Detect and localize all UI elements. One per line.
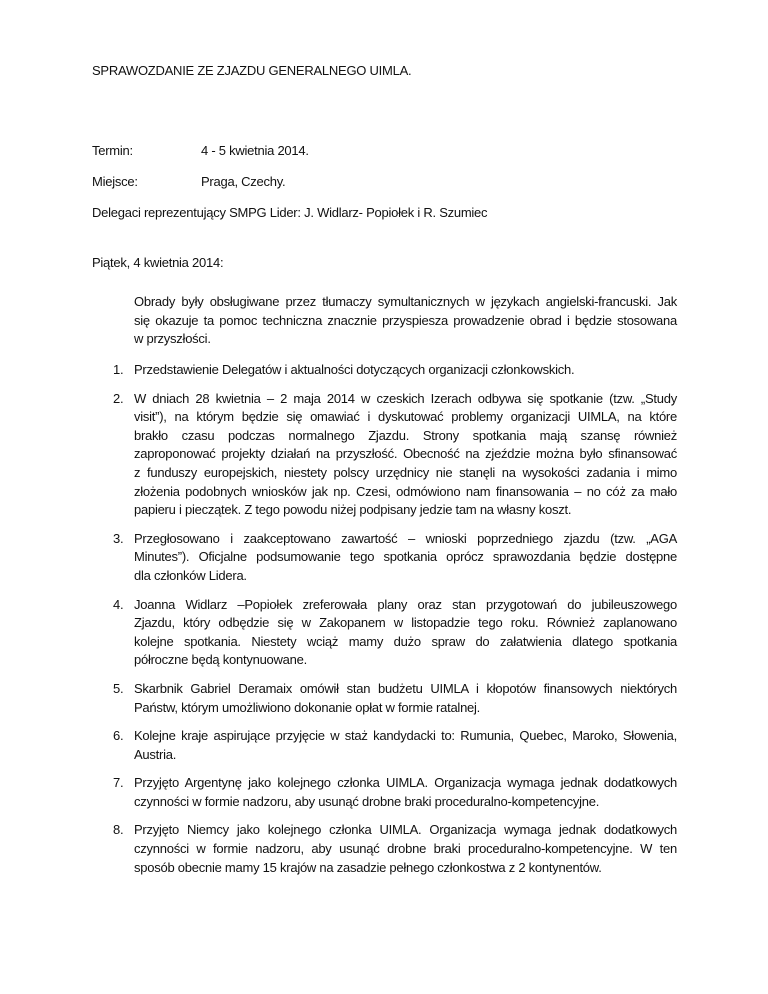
list-item <box>113 361 677 380</box>
text-line: z funduszy europejskich, niestety polscy urzędnicy nie stanęli na wysokości zadania i mimo <box>134 464 677 480</box>
text-line: Przyjęto Niemcy jako kolejnego członka UIMLA. Organizacja wymaga jednak dodatkowych <box>134 822 677 838</box>
list-item-text <box>134 727 677 764</box>
termin-value: 4 - 5 kwietnia 2014. <box>201 143 309 158</box>
text-line: Przegłosowano i zaakceptowano zawartość – wnioski poprzedniego zjazdu (tzw. „AGA <box>134 530 677 546</box>
text-line: w przyszłości. <box>134 331 211 347</box>
list-item <box>113 680 677 717</box>
list-number: 2. <box>113 390 124 406</box>
list-item <box>113 727 677 764</box>
list-number: 5. <box>113 680 124 696</box>
list-item-text <box>134 596 677 670</box>
text-line: Państw, którym umożliwiono dokonanie opłat w formie ratalnej. <box>134 699 481 715</box>
document-title: SPRAWOZDANIE ZE ZJAZDU GENERALNEGO UIMLA. <box>92 63 412 78</box>
text-line: Przyjęto Argentynę jako kolejnego członka UIMLA. Organizacja wymaga jednak dodatkowych <box>134 775 677 791</box>
list-item <box>113 530 677 586</box>
text-line: Joanna Widlarz –Popiołek zreferowała plany oraz stan przygotowań do jubileuszowego <box>134 596 677 612</box>
text-line: kolejne spotkania. Niestety wciąż mamy dużo spraw do załatwienia dlatego spotkania <box>134 633 677 649</box>
list-item-text <box>134 361 677 380</box>
miejsce-value: Praga, Czechy. <box>201 174 286 189</box>
list-item-text <box>134 821 677 877</box>
list-item <box>113 596 677 670</box>
intro-paragraph <box>134 293 677 349</box>
text-line: Przedstawienie Delegatów i aktualności dotyczących organizacji członkowskich. <box>134 362 575 377</box>
list-number: 1. <box>113 362 124 377</box>
list-number: 4. <box>113 596 124 612</box>
text-line: Austria. <box>134 746 177 762</box>
text-line: papieru i pieczątek. Z tego powodu niżej podpisany jedzie tam na własny koszt. <box>134 502 572 518</box>
list-item <box>113 821 677 877</box>
miejsce-label: Miejsce: <box>92 174 138 189</box>
text-line: Obrady były obsługiwane przez tłumaczy symultanicznych w językach angielski-francuski. Jak <box>134 294 677 309</box>
list-item <box>113 390 677 520</box>
numbered-list <box>113 361 677 887</box>
text-line: zaproponować projekty działań na przyszłość. Obecność na zjeździe można było sfinansować <box>134 446 677 462</box>
list-number: 6. <box>113 728 124 744</box>
list-item-text <box>134 530 677 586</box>
text-line: Zjazdu, który odbędzie się w Zakopanem w listopadzie tego roku. Również zaplanowano <box>134 615 677 631</box>
list-item-text <box>134 390 677 520</box>
text-line: Kolejne kraje aspirujące przyjęcie w staż kandydacki to: Rumunia, Quebec, Maroko, Słowenia, <box>134 728 677 744</box>
text-line: czynności w formie nadzoru, aby usunąć drobne braki proceduralno-kompetencyjne. <box>134 793 600 809</box>
text-line: W dniach 28 kwietnia – 2 maja 2014 w czeskich Izerach odbywa się spotkanie (tzw. „Study <box>134 390 677 406</box>
list-item-text <box>134 774 677 811</box>
list-number: 7. <box>113 775 124 791</box>
text-line: brakło czasu podczas normalnego Zjazdu. Strony spotkania mają szansę również <box>134 427 677 443</box>
text-line: Minutes”). Oficjalne podsumowanie tego spotkania oprócz sprawozdania będzie dostępne <box>134 549 677 565</box>
text-line: się okazuje ta pomoc techniczna znacznie przyspiesza prowadzenie obrad i będzie stosowana <box>134 312 677 328</box>
text-line: złożenia podobnych wniosków jak np. Czesi, odmówiono nam finansowania – no cóż za mało <box>134 483 677 499</box>
list-item-text <box>134 680 677 717</box>
text-line: visit”), na którym będzie się omawiać i dyskutować problemy organizacji UIMLA, na które <box>134 409 677 425</box>
text-line: dla członków Lidera. <box>134 567 247 583</box>
text-line: czynności w formie nadzoru, aby usunąć drobne braki proceduralno-kompetencyjne. W ten <box>134 841 677 857</box>
text-line: półroczne będą kontynuowane. <box>134 652 307 668</box>
list-item <box>113 774 677 811</box>
list-number: 3. <box>113 530 124 546</box>
text-line: Skarbnik Gabriel Deramaix omówił stan budżetu UIMLA i kłopotów finansowych niektórych <box>134 680 677 696</box>
termin-label: Termin: <box>92 143 133 158</box>
text-line: sposób obecnie mamy 15 krajów na zasadzie pełnego członkostwa z 2 kontynentów. <box>134 859 602 875</box>
delegates-line: Delegaci reprezentujący SMPG Lider: J. Widlarz- Popiołek i R. Szumiec <box>92 205 488 220</box>
list-number: 8. <box>113 822 124 838</box>
day-heading: Piątek, 4 kwietnia 2014: <box>92 255 224 270</box>
